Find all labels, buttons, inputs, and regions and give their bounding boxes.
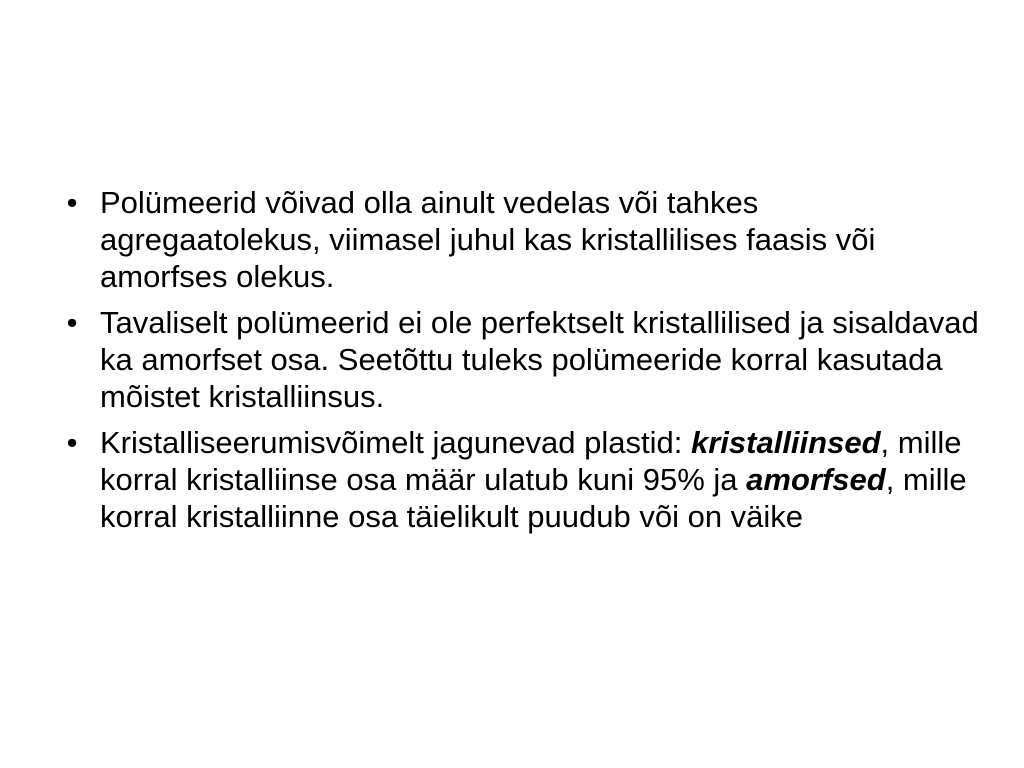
- bullet-text: [100, 425, 967, 534]
- bullet-item: [62, 424, 982, 535]
- bullet-item: [62, 304, 982, 415]
- bullet-icon: •: [66, 185, 78, 220]
- bullet-text-segment: Kristalliseerumisvõimelt jagunevad plastid:: [100, 425, 691, 460]
- bullet-icon: •: [66, 425, 78, 460]
- term-crystalline: kristalliinsed: [690, 425, 881, 460]
- term-amorphous: amorfsed: [746, 462, 886, 497]
- bullet-text-segment: , mille korral kristalliinse osa määr ulatub kuni 95% ja: [100, 425, 962, 497]
- bullet-list: [62, 184, 982, 544]
- bullet-icon: •: [66, 305, 78, 340]
- bullet-text-segment: , mille korral kristalliinne osa täielikult puudub või on väike: [100, 462, 967, 534]
- bullet-text: Tavaliselt polümeerid ei ole perfektselt kristallilised ja sisaldavad ka amorfset osa. Seetõttu tuleks polümeeride korral kasutada mõistet kristalliinsus.: [100, 305, 979, 414]
- bullet-item: [62, 184, 982, 295]
- bullet-text: Polümeerid võivad olla ainult vedelas või tahkes agregaatolekus, viimasel juhul kas kristallilises faasis või amorfses olekus.: [100, 185, 876, 294]
